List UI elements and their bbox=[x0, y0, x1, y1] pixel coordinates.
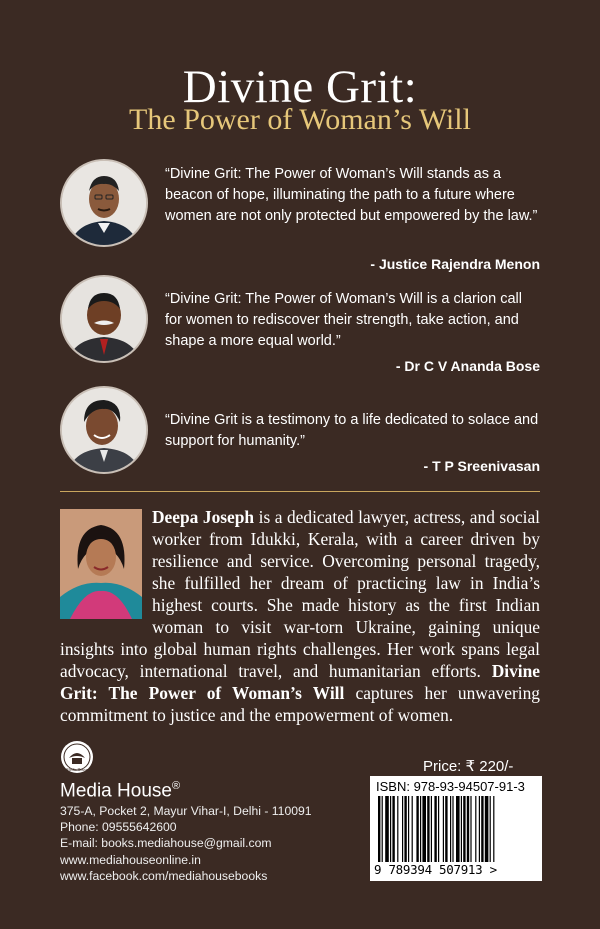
book-title: Divine Grit: bbox=[182, 61, 418, 113]
barcode-bars bbox=[374, 796, 538, 862]
barcode-bar bbox=[443, 796, 444, 862]
isbn-label: ISBN: 978-93-94507-91-3 bbox=[376, 779, 525, 794]
price-label: Price: ₹ 220/- bbox=[423, 758, 514, 775]
barcode-bar bbox=[461, 796, 462, 862]
publisher-name: Media House® bbox=[60, 780, 181, 802]
barcode-bar bbox=[470, 796, 471, 862]
barcode-bar bbox=[485, 796, 489, 862]
barcode-bar bbox=[422, 796, 426, 862]
barcode-bar bbox=[404, 796, 406, 862]
barcode-bar bbox=[467, 796, 469, 862]
author-name: Deepa Joseph bbox=[152, 507, 255, 527]
publisher-email: E-mail: books.mediahouse@gmail.com bbox=[60, 836, 272, 851]
barcode-bar bbox=[445, 796, 447, 862]
barcode-bar bbox=[475, 796, 476, 862]
publisher-website: www.mediahouseonline.in bbox=[60, 852, 201, 867]
publisher-facebook: www.facebook.com/mediahousebooks bbox=[60, 868, 268, 883]
barcode-bar bbox=[420, 796, 421, 862]
author-photo bbox=[60, 509, 142, 619]
bio-text-2: captures her unwavering commitment to justice and the empowerment of women. bbox=[60, 683, 540, 725]
barcode-bar bbox=[408, 796, 409, 862]
barcode-bar bbox=[392, 796, 394, 862]
barcode-bar bbox=[493, 796, 494, 862]
section-divider bbox=[60, 491, 540, 492]
barcode-bar bbox=[382, 796, 383, 862]
barcode-digits: 9 789394 507913 > bbox=[374, 862, 497, 877]
endorsement-author-2: - Dr C V Ananda Bose bbox=[395, 358, 540, 374]
endorsement-author-3: - T P Sreenivasan bbox=[423, 458, 540, 474]
endorser-photo-1 bbox=[60, 159, 148, 247]
barcode-bar bbox=[456, 796, 460, 862]
barcode-bar bbox=[490, 796, 491, 862]
barcode-bar bbox=[438, 796, 439, 862]
publisher-logo bbox=[60, 740, 94, 774]
publisher-address: 375-A, Pocket 2, Mayur Vihar-I, Delhi - 110091 bbox=[60, 804, 312, 818]
publisher-details bbox=[60, 803, 312, 884]
endorsement-quote-3: “Divine Grit is a testimony to a life dedicated to solace and support for humanity.” bbox=[165, 412, 539, 449]
barcode-bar bbox=[397, 796, 398, 862]
barcode-bar bbox=[385, 796, 389, 862]
bio-text-1: is a dedicated lawyer, actress, and social worker from Idukki, Kerala, with a career driven by resilience and service. Overcoming personal tragedy, she fulfilled her dream of practicing law in India’s highest courts. She made history as the first Indian woman to visit war-torn Ukraine, gaining unique insights into global human rights challenges. Her work spans legal advocacy, international travel, and humanitarian efforts. bbox=[60, 507, 540, 681]
endorsement-author-1: - Justice Rajendra Menon bbox=[370, 256, 540, 272]
endorsement-quote-1: “Divine Grit: The Power of Woman’s Will stands as a beacon of hope, illuminating the path to a future where women are not only protected but empowered by the law.” bbox=[165, 166, 538, 224]
barcode-bar bbox=[390, 796, 391, 862]
publisher-logo-text: Media House bbox=[66, 767, 88, 772]
barcode-bar bbox=[402, 796, 403, 862]
barcode-bar bbox=[412, 796, 413, 862]
barcode-bar bbox=[434, 796, 436, 862]
barcode-bar bbox=[481, 796, 483, 862]
barcode-bar bbox=[450, 796, 451, 862]
barcode bbox=[370, 776, 542, 881]
barcode-bar bbox=[378, 796, 380, 862]
barcode-bar bbox=[427, 796, 429, 862]
endorser-photo-2 bbox=[60, 275, 148, 363]
publisher-phone: Phone: 09555642600 bbox=[60, 820, 177, 835]
book-subtitle: The Power of Woman’s Will bbox=[129, 103, 471, 136]
endorsement-quote-2: “Divine Grit: The Power of Woman’s Will is a clarion call for women to rediscover their strength, take action, and shape a more equal world.” bbox=[165, 291, 522, 349]
endorser-photo-3 bbox=[60, 386, 148, 474]
bio-book-title: Divine Grit: The Power of Woman’s Will bbox=[60, 661, 540, 703]
barcode-bar bbox=[452, 796, 453, 862]
barcode-bar bbox=[463, 796, 465, 862]
barcode-bar bbox=[479, 796, 480, 862]
barcode-bar bbox=[416, 796, 418, 862]
barcode-bar bbox=[431, 796, 432, 862]
